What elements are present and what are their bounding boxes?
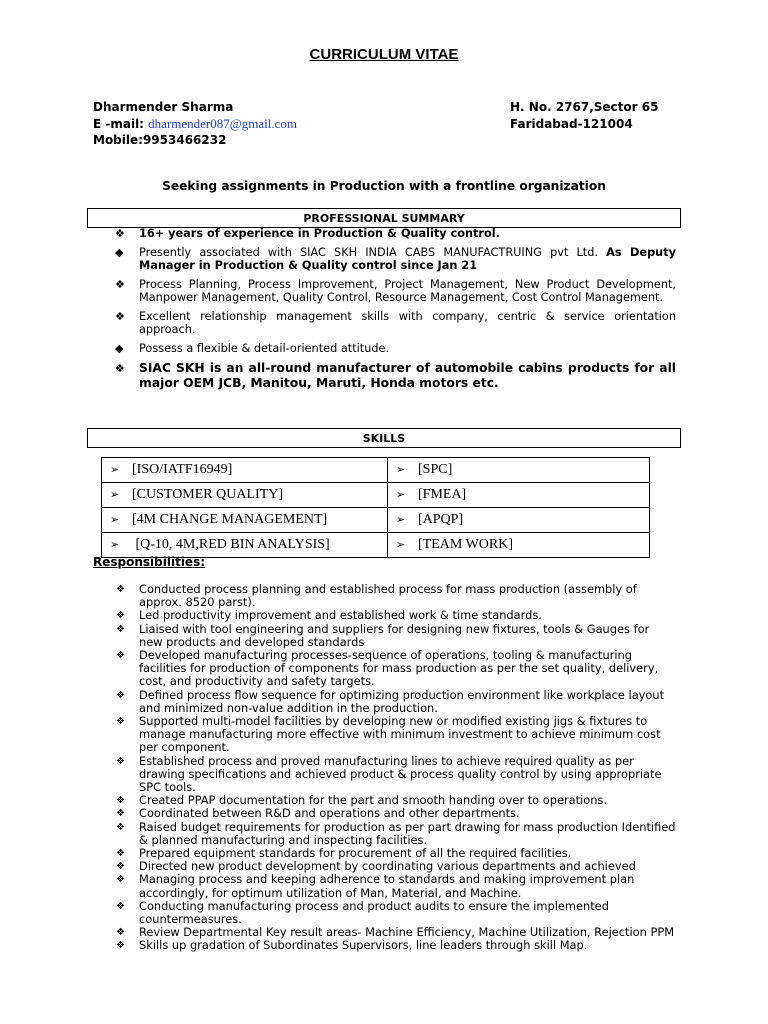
diamond-bullet-icon: ❖ <box>116 584 125 595</box>
list-item: ❖ 16+ years of experience in Production & Quality control. <box>115 227 500 240</box>
email-line <box>93 116 297 133</box>
diamond-bullet-icon: ❖ <box>116 716 125 728</box>
list-item: ❖ Review Departmental Key result areas- Machine Efficiency, Machine Utilization, Rejection PPM <box>116 925 675 940</box>
table-row <box>102 533 650 558</box>
list-item: ❖ Prepared equipment standards for procurement of all the required facilities. <box>116 846 572 861</box>
skill-cell: ➢ [TEAM WORK] <box>388 533 650 558</box>
diamond-bullet-icon: ❖ <box>116 650 125 662</box>
cv-title: CURRICULUM VITAE <box>309 46 459 63</box>
email-label: E -mail: <box>93 116 149 131</box>
list-item: ◆ Possess a flexible & detail-oriented attitude. <box>115 342 390 355</box>
list-item: ◆ Presently associated with SIAC SKH INDIA CABS MANUFACTRUING pvt Ltd. As Deputy Manager in Production & Quality control since Jan 21 <box>115 246 676 272</box>
list-item: ❖ Skills up gradation of Subordinates Supervisors, line leaders through skill Map. <box>116 938 588 953</box>
diamond-bullet-icon: ❖ <box>116 874 125 886</box>
arrow-bullet-icon: ➢ <box>396 513 406 526</box>
diamond-bullet-icon: ❖ <box>115 278 125 291</box>
professional-summary-list <box>110 227 676 397</box>
arrow-bullet-icon: ➢ <box>396 463 406 476</box>
diamond-bullet-icon: ❖ <box>116 808 125 820</box>
list-item: ❖ Conducting manufacturing process and product audits to ensure the implemented countermeasures. <box>116 898 609 927</box>
list-item: ❖ Liaised with tool engineering and suppliers for designing new fixtures, tools & Gauges for new products and developed standards <box>116 621 650 649</box>
address-line-2: Faridabad-121004 <box>510 116 633 131</box>
professional-summary-heading: PROFESSIONAL SUMMARY <box>87 208 681 228</box>
contact-left <box>93 99 297 149</box>
list-item: ❖ Coordinated between R&D and operations and other departments. <box>116 806 520 821</box>
list-item: ❖ Developed manufacturing processes-sequence of operations, tooling & manufacturing facilities for production of components for mass production as per the set quality, delivery, cost, and productivity and safety targets. <box>116 648 659 689</box>
diamond-bullet-icon: ❖ <box>116 861 125 873</box>
skills-table <box>101 457 650 558</box>
skills-heading: SKILLS <box>87 428 681 448</box>
arrow-bullet-icon: ➢ <box>110 463 120 476</box>
diamond-bullet-icon: ◆ <box>115 246 124 259</box>
skill-cell: ➢ [APQP] <box>388 508 650 533</box>
candidate-name: Dharmender Sharma <box>93 100 234 114</box>
skill-cell: ➢ [Q-10, 4M,RED BIN ANALYSIS] <box>102 533 388 558</box>
list-item: ❖ Led productivity improvement and established work & time standards. <box>116 608 542 623</box>
list-item: ❖ Raised budget requirements for production as per part drawing for mass production Identified & planned manufacturing and inspecting facilities. <box>116 819 676 847</box>
diamond-bullet-icon: ❖ <box>116 900 125 912</box>
diamond-bullet-icon: ❖ <box>116 755 125 767</box>
diamond-bullet-icon: ❖ <box>115 310 125 323</box>
diamond-bullet-icon: ❖ <box>116 821 125 833</box>
skill-cell: ➢ [CUSTOMER QUALITY] <box>102 483 388 508</box>
arrow-bullet-icon: ➢ <box>110 488 120 501</box>
diamond-bullet-icon: ❖ <box>116 940 125 952</box>
mobile-number: Mobile:9953466232 <box>93 133 227 147</box>
list-item: ❖ Defined process flow sequence for optimizing production environment like workplace layout and minimized non-value addition in the production. <box>116 687 665 715</box>
email-link[interactable]: dharmender087@gmail.com <box>148 115 297 131</box>
list-item: ❖ Conducted process planning and established process for mass production (assembly of approx. 8520 parst). <box>116 582 637 610</box>
skill-cell: ➢ [SPC] <box>388 458 650 483</box>
list-item: ❖ Directed new product development by coordinating various departments and achieved <box>116 859 636 874</box>
skill-cell: ➢ [4M CHANGE MANAGEMENT] <box>102 508 388 533</box>
list-item: ❖ Supported multi-model facilities by developing new or modified existing jigs & fixtures to manage manufacturing more effective with minimum investment to achieve minimum cost per component. <box>116 714 661 755</box>
career-objective: Seeking assignments in Production with a frontline organization <box>162 179 606 193</box>
list-item: ❖ Created PPAP documentation for the part and smooth handing over to operations. <box>116 793 607 808</box>
responsibilities-list <box>116 583 676 953</box>
diamond-bullet-icon: ❖ <box>116 623 125 635</box>
table-row <box>102 483 650 508</box>
list-item: ❖ Managing process and keeping adherence to standards and making improvement plan accordingly, for optimum utilization of Man, Material, and Machine. <box>116 872 635 900</box>
diamond-bullet-icon: ❖ <box>115 362 125 375</box>
list-item: ❖ Established process and proved manufacturing lines to achieve required quality as per drawing specifications and achieved product & process quality control by using appropriate SPC tools. <box>116 753 662 795</box>
diamond-bullet-icon: ◆ <box>115 342 124 355</box>
list-item: ❖ Excellent relationship management skills with company, centric & service orientation approach. <box>115 310 676 336</box>
address-line-1: H. No. 2767,Sector 65 <box>510 100 659 114</box>
contact-right <box>510 99 658 132</box>
diamond-bullet-icon: ❖ <box>116 927 125 939</box>
diamond-bullet-icon: ❖ <box>116 848 125 860</box>
arrow-bullet-icon: ➢ <box>396 538 406 551</box>
skill-cell: ➢ [ISO/IATF16949] <box>102 458 388 483</box>
table-row <box>102 508 650 533</box>
diamond-bullet-icon: ❖ <box>116 795 125 807</box>
arrow-bullet-icon: ➢ <box>396 488 406 501</box>
list-item: ❖ SIAC SKH is an all-round manufacturer of automobile cabins products for all major OEM JCB, Manitou, Maruti, Honda motors etc. <box>115 361 676 390</box>
diamond-bullet-icon: ❖ <box>115 227 125 240</box>
table-row <box>102 458 650 483</box>
diamond-bullet-icon: ❖ <box>116 610 125 622</box>
responsibilities-heading: Responsibilities: <box>93 555 206 569</box>
arrow-bullet-icon: ➢ <box>110 538 120 551</box>
skill-cell: ➢ [FMEA] <box>388 483 650 508</box>
arrow-bullet-icon: ➢ <box>110 513 120 526</box>
diamond-bullet-icon: ❖ <box>116 689 125 701</box>
list-item: ❖ Process Planning, Process Improvement, Project Management, New Product Development, Manpower Management, Quality Control, Resource Management, Cost Control Management. <box>115 278 676 304</box>
